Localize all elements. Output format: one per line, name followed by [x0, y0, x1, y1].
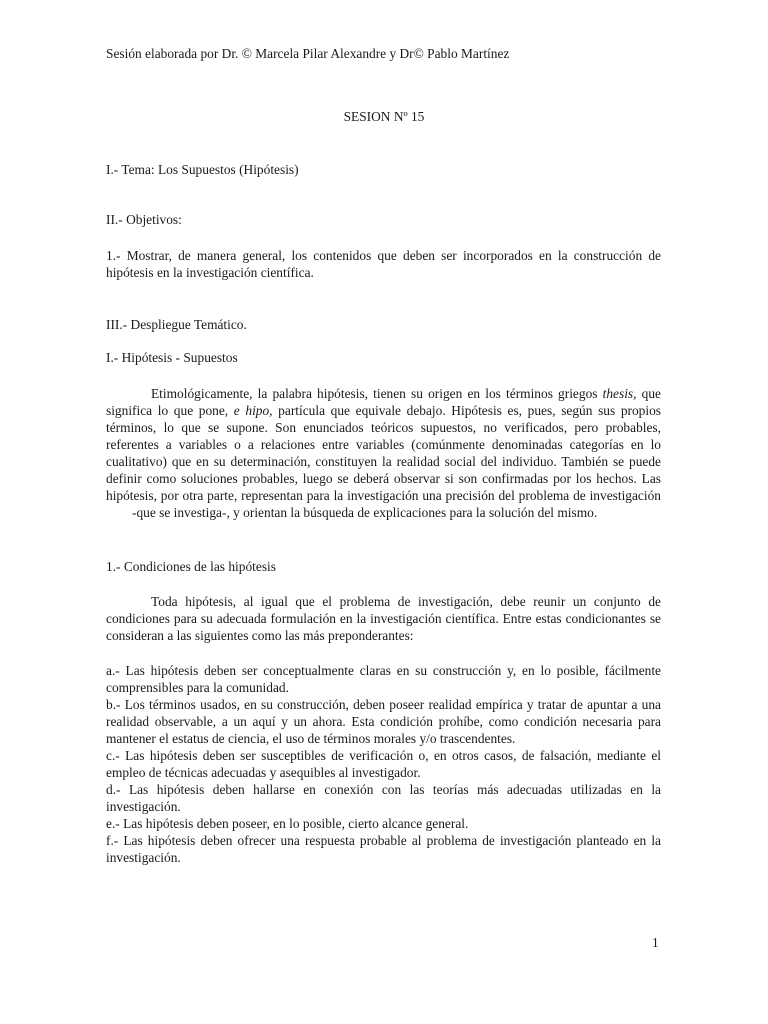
ehipo-term: e hipo,: [233, 403, 273, 418]
list-item: c.- Las hipótesis deben ser susceptibles de verificación o, en otros casos, de falsación, mediante el empleo de técnicas adecuadas y asequibles al investigador.: [106, 748, 661, 780]
list-item: b.- Los términos usados, en su construcción, deben poseer realidad empírica y tratar de apuntar a una realidad observable, a un aquí y un ahora. Esta condición prohíbe, como condición necesaria para mantener el estatus de ciencia, el uso de términos morales y/o trascendentes.: [106, 697, 661, 746]
hipotesis-subheading: I.- Hipótesis - Supuestos: [106, 350, 238, 365]
condiciones-heading: 1.- Condiciones de las hipótesis: [106, 559, 276, 574]
condiciones-list: [106, 662, 661, 866]
list-item: f.- Las hipótesis deben ofrecer una respuesta probable al problema de investigación planteado en la investigación.: [106, 833, 661, 865]
list-item: e.- Las hipótesis deben poseer, en lo posible, cierto alcance general.: [106, 816, 469, 831]
para1-part1: Etimológicamente, la palabra hipótesis, tienen su origen en los términos griegos: [151, 386, 603, 401]
thesis-term: thesis,: [602, 386, 637, 401]
objetivos-heading: II.- Objetivos:: [106, 212, 182, 227]
despliegue-heading: III.- Despliegue Temático.: [106, 317, 247, 332]
para1-part4: -que se investiga-, y orientan la búsqueda de explicaciones para la solución del mismo.: [132, 505, 598, 520]
tema-heading: I.- Tema: Los Supuestos (Hipótesis): [106, 162, 299, 177]
page-number: 1: [652, 935, 659, 950]
para1-part2: que significa lo que pone,: [106, 386, 661, 418]
para1-part3: partícula que equivale debajo. Hipótesis es, pues, según sus propios términos, lo que se supone. Son enunciados teóricos supuestos, no verificados, pero probables, referentes a variables o a relaciones entre variables (comúnmente denominadas categorías en lo cualitativo) que en su determinación, constituyen la realidad social del individuo. También se puede definir como soluciones probables, luego se deberá observar si son confirmadas por los hechos. Las hipótesis, por otra parte, representan para la investigación una precisión del problema de investigación: [106, 403, 662, 503]
etimologia-paragraph: [106, 385, 661, 521]
page-header: Sesión elaborada por Dr. © Marcela Pilar Alexandre y Dr© Pablo Martínez: [106, 46, 510, 61]
session-title: SESION Nº 15: [343, 109, 425, 124]
condiciones-paragraph: [106, 593, 661, 644]
list-item: a.- Las hipótesis deben ser conceptualmente claras en su construcción y, en lo posible, fácilmente comprensibles para la comunidad.: [106, 663, 661, 695]
list-item: d.- Las hipótesis deben hallarse en conexión con las teorías más adecuadas utilizadas en la investigación.: [106, 782, 661, 814]
objetivo-item-1: 1.- Mostrar, de manera general, los contenidos que deben ser incorporados en la construcción de hipótesis en la investigación científica.: [106, 248, 661, 280]
condiciones-text: Toda hipótesis, al igual que el problema de investigación, debe reunir un conjunto de condiciones para su adecuada formulación en la investigación científica. Entre estas condicionantes se consideran a las siguientes como las más preponderantes:: [106, 594, 661, 643]
